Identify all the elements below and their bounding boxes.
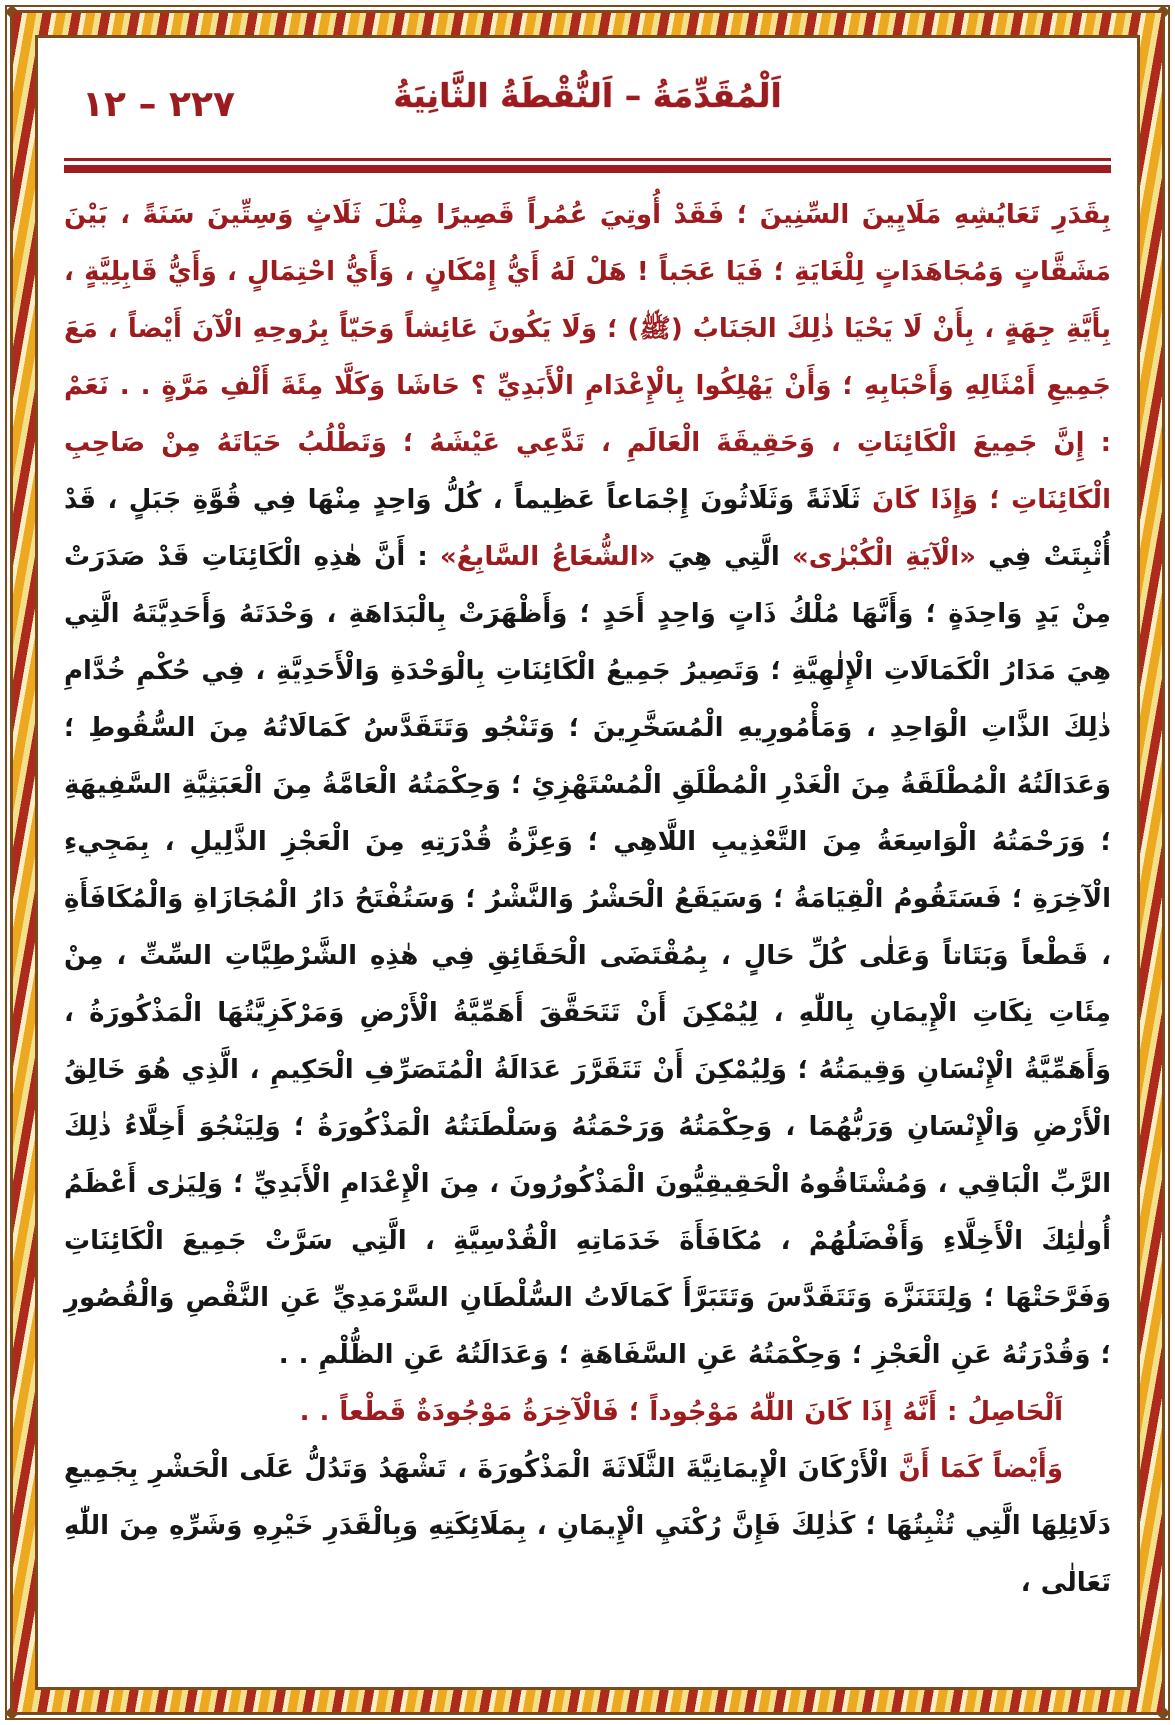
text-segment: : أَنَّ هٰذِهِ الْكَائِنَاتِ قَدْ صَدَرَتْ مِنْ يَدٍ وَاحِدَةٍ ؛ وَأَنَّهَا مُلْكُ ذَاتٍ وَاحِدٍ أَحَدٍ ؛ وَأَظْهَرَتْ بِالْبَدَاهَةِ ، وَحْدَتَهُ وَأَحَدِيَّتَهُ الَّتِي هِيَ مَدَارُ الْكَمَالَاتِ الْإِلٰهِيَّةِ ؛ وَتَصِيرُ جَمِيعُ الْكَائِنَاتِ بِالْوَحْدَةِ وَالْأَحَدِيَّةِ ، فِي حُكْمِ خُدَّامِ ذٰلِكَ الذَّاتِ الْوَاحِدِ ، وَمَأْمُورِيهِ الْمُسَخَّرِينَ ؛ وَتَنْجُو وَتَتَقَدَّسُ كَمَالَاتُهُ مِنَ السُّقُوطِ ؛ وَعَدَالَتُهُ الْمُطْلَقَةُ مِنَ الْغَدْرِ الْمُطْلَقِ الْمُسْتَهْزِئِ ؛ وَحِكْمَتُهُ الْعَامَّةُ مِنَ الْعَبَثِيَّةِ السَّفِيهَةِ ؛ وَرَحْمَتُهُ الْوَاسِعَةُ مِنَ التَّعْذِيبِ اللَّاهِي ؛ وَعِزَّةُ قُدْرَتِهِ مِنَ الْعَجْزِ الذَّلِيلِ ، بِمَجِيءِ الْآخِرَةِ ؛ فَسَتَقُومُ الْقِيَامَةُ ؛ وَسَيَقَعُ الْحَشْرُ وَالنَّشْرُ ؛ وَسَتُفْتَحُ دَارُ الْمُجَازَاةِ وَالْمُكَافَأَةِ ، قَطْعاً وَبَتَاتاً وَعَلٰى كُلِّ حَالٍ ، بِمُقْتَضَى الْحَقَائِقِ فِي هٰذِهِ الشَّرْطِيَّاتِ السِّتِّ ، مِنْ مِئَاتِ نِكَاتِ الْإِيمَانِ بِاللّٰهِ ، لِيُمْكِنَ أَنْ تَتَحَقَّقَ أَهَمِّيَّةُ الْأَرْضِ وَمَرْكَزِيَّتُهَا الْمَذْكُورَةُ ، وَأَهَمِّيَّةُ الْإِنْسَانِ وَقِيمَتُهُ ؛ وَلِيُمْكِنَ أَنْ تَتَقَرَّرَ عَدَالَةُ الْمُتَصَرِّفِ الْحَكِيمِ ، الَّذِي هُوَ خَالِقُ الْأَرْضِ وَالْإِنْسَانِ وَرَبُّهُمَا ، وَحِكْمَتُهُ وَرَحْمَتُهُ وَسَلْطَنَتُهُ الْمَذْكُورَةُ ؛ وَلِيَنْجُوَ أَخِلَّاءُ ذٰلِكَ الرَّبِّ الْبَاقِي ، وَمُشْتَاقُوهُ الْحَقِيقِيُّونَ الْمَذْكُورُونَ ، مِنَ الْإِعْدَامِ الْأَبَدِيِّ ؛ وَلِيَرٰى أَعْظَمُ أُولٰئِكَ الْأَخِلَّاءِ وَأَفْضَلُهُمْ ، مُكَافَأَةَ خَدَمَاتِهِ الْقُدْسِيَّةِ ، الَّتِي سَرَّتْ جَمِيعَ الْكَائِنَاتِ وَفَرَّحَتْهَا ؛ وَلِتَتَنَزَّهَ وَتَتَقَدَّسَ وَتَتَبَرَّأَ كَمَالَاتُ السُّلْطَانِ السَّرْمَدِيِّ عَنِ النَّقْصِ وَالْقُصُورِ ؛ وَقُدْرَتُهُ عَنِ الْعَجْزِ ؛ وَحِكْمَتُهُ عَنِ السَّفَاهَةِ ؛ وَعَدَالَتُهُ عَنِ الظُّلْمِ . .: [64, 542, 1111, 1370]
text-segment: «الشُّعَاعُ السَّابِعُ»: [440, 542, 656, 572]
paragraph-conclusion: [64, 1384, 1111, 1441]
text-segment: وَأَيْضاً كَمَا أَنَّ: [888, 1454, 1063, 1484]
header-rule-thin: [64, 158, 1111, 161]
text-segment: بِقَدَرِ تَعَايُشِهِ مَلَايِينَ السِّنِينَ ؛ فَقَدْ أُوتِيَ عُمُراً قَصِيرًا مِثْلَ ثَلَاثٍ وَسِتِّينَ سَنَةً ، بَيْنَ مَشَقَّاتٍ وَمُجَاهَدَاتٍ لِلْغَايَةِ ؛ فَيَا عَجَباً ! هَلْ لَهُ أَيُّ إِمْكَانٍ ، وَأَيُّ احْتِمَالٍ ، وَأَيُّ قَابِلِيَّةٍ ، بِأَيَّةِ جِهَةٍ ، بِأَنْ لَا يَحْيَا ذٰلِكَ الجَنَابُ (ﷺ) ؛ وَلَا يَكُونَ عَائِشاً وَحَيّاً بِرُوحِهِ الْآنَ أَيْضاً ، مَعَ جَمِيعِ أَمْثَالِهِ وَأَحْبَابِهِ ؛ وَأَنْ يَهْلِكُوا بِالْإِعْدَامِ الْأَبَدِيِّ ؟ حَاشَا وَكَلَّا مِئَةَ أَلْفِ مَرَّةٍ . . نَعَمْ : إِنَّ جَمِيعَ الْكَائِنَاتِ ، وَحَقِيقَةَ الْعَالَمِ ، تَدَّعِي عَيْشَهُ ؛ وَتَطْلُبُ حَيَاتَهُ مِنْ صَاحِبِ الْكَائِنَاتِ ؛ وَإِذَا كَانَ: [64, 200, 1111, 515]
text-segment: الَّتِي هِيَ: [655, 542, 792, 572]
paragraph-continuation: [64, 1441, 1111, 1612]
header-rule-thick: [64, 165, 1111, 173]
page-header: [64, 70, 1111, 148]
text-segment: اَلْحَاصِلُ : أَنَّهُ إِذَا كَانَ اللّٰهُ مَوْجُوداً ؛ فَالْآخِرَةُ مَوْجُودَةٌ قَطْعاً . .: [299, 1397, 1063, 1427]
text-segment: ثَلَاثَةً وَثَلَاثُونَ إِجْمَاعاً عَظِيماً ، كُلُّ وَاحِدٍ مِنْهَا فِي قُوَّةِ جَبَلٍ ، قَدْ أُثْبِتَتْ فِي: [64, 485, 1112, 572]
page-title: اَلْمُقَدِّمَةُ – اَلنُّقْطَةُ الثَّانِيَةُ: [393, 76, 782, 115]
text-segment: الْأَرْكَانَ الْإِيمَانِيَّةَ الثَّلَاثَةَ الْمَذْكُورَةَ ، تَشْهَدُ وَتَدُلُّ عَلَى الْحَشْرِ بِجَمِيعِ دَلَائِلِهَا الَّتِي تُثْبِتُهَا ؛ كَذٰلِكَ فَإِنَّ رُكْنَيِ الْإِيمَانِ ، بِمَلَائِكَتِهِ وَبِالْقَدَرِ خَيْرِهِ وَشَرِّهِ مِنَ اللّٰهِ تَعَالٰى ،: [64, 1454, 1111, 1598]
body-text: [64, 187, 1111, 1612]
page-content: [35, 35, 1140, 1690]
text-segment: «الْآيَةِ الْكُبْرٰى»: [791, 542, 976, 572]
page-number: ٢٢٧ – ١٢: [82, 84, 235, 125]
paragraph-main: [64, 187, 1111, 1384]
